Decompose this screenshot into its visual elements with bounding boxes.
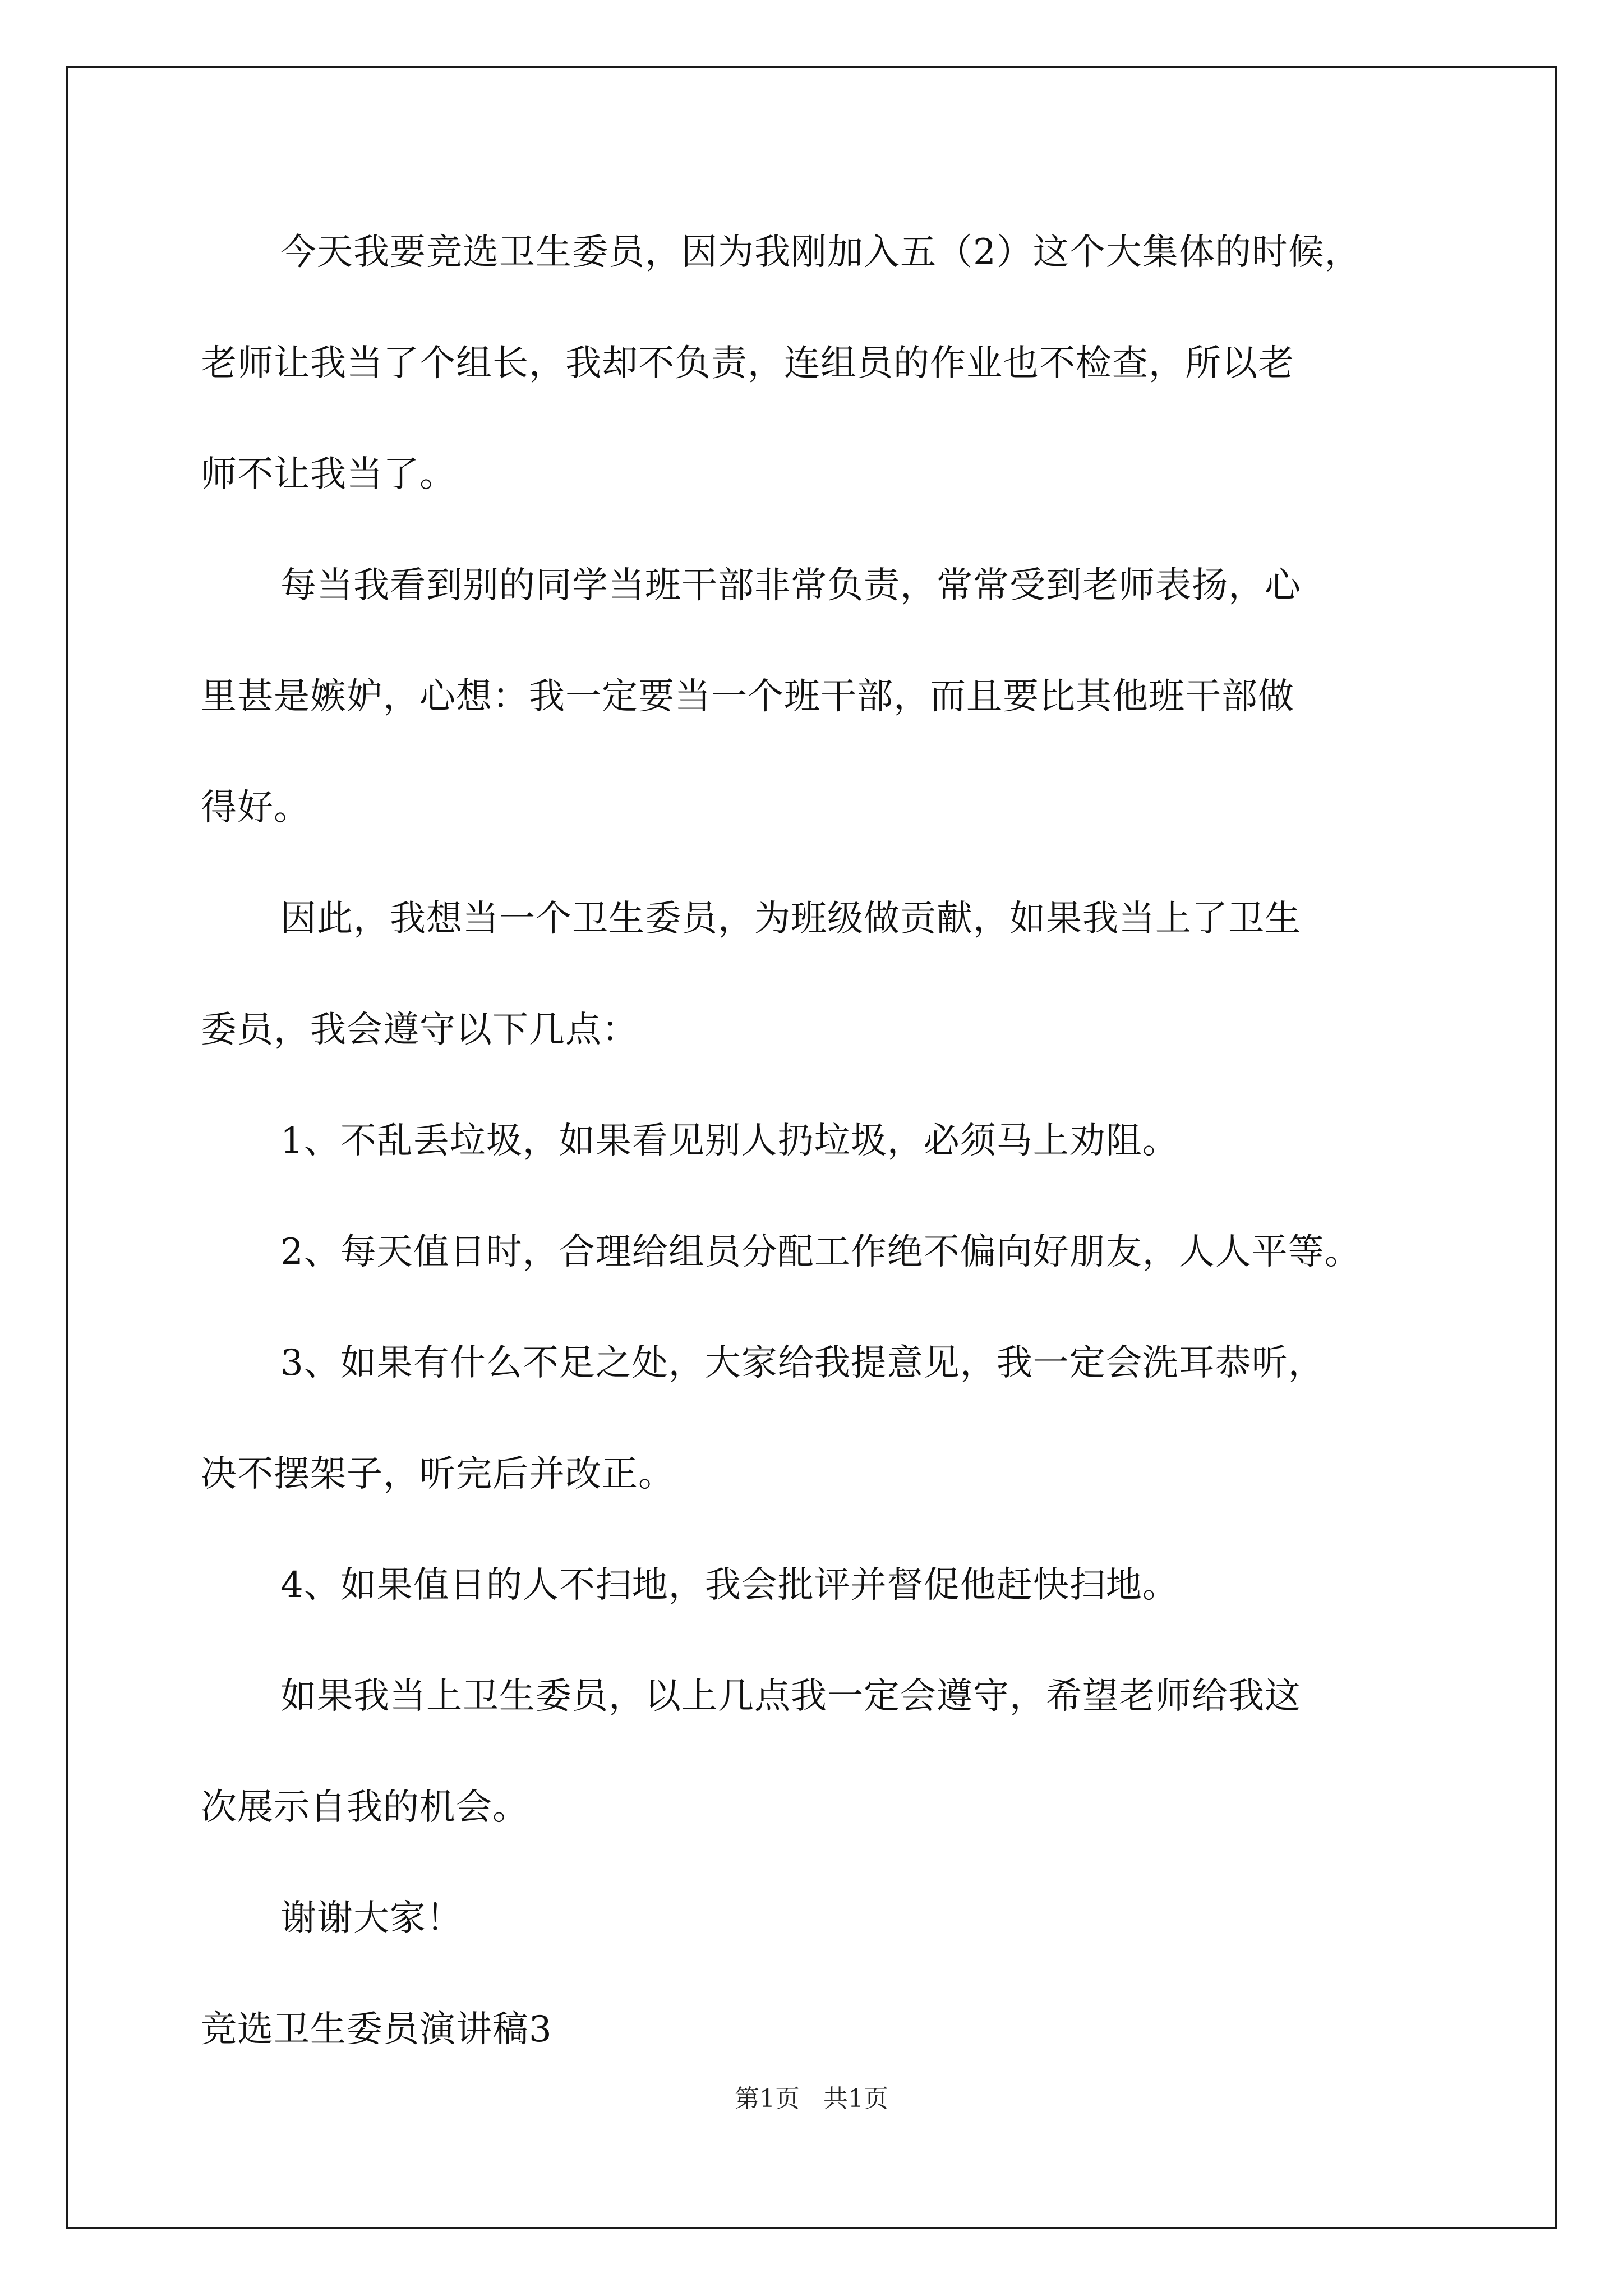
document-body	[201, 219, 1435, 2107]
paragraph-line: 今天我要竞选卫生委员，因为我刚加入五（2）这个大集体的时候，	[280, 232, 1361, 273]
paragraph-7	[201, 1552, 1435, 1663]
paragraph-line: 得好。	[201, 787, 310, 829]
paragraph-line: 老师让我当了个组长，我却不负责，连组员的作业也不检查，所以老	[201, 343, 1294, 384]
paragraph-line: 4、如果值日的人不扫地，我会批评并督促他赶快扫地。	[280, 1565, 1179, 1606]
paragraph-1	[201, 219, 1435, 552]
paragraph-line: 1、不乱丢垃圾，如果看见别人扔垃圾，必须马上劝阻。	[280, 1120, 1179, 1162]
paragraph-line: 每当我看到别的同学当班干部非常负责，常常受到老师表扬，心	[280, 565, 1301, 606]
paragraph-line: 师不让我当了。	[201, 454, 456, 495]
paragraph-line: 3、如果有什么不足之处，大家给我提意见，我一定会洗耳恭听，	[280, 1342, 1325, 1384]
section-heading: 竞选卫生委员演讲稿3	[201, 2009, 552, 2050]
paragraph-line: 里甚是嫉妒，心想：我一定要当一个班干部，而且要比其他班干部做	[201, 676, 1294, 717]
paragraph-line: 委员，我会遵守以下几点：	[201, 1009, 638, 1051]
paragraph-6	[201, 1329, 1435, 1552]
paragraph-4	[201, 1107, 1435, 1218]
paragraph-5	[201, 1218, 1435, 1329]
paragraph-line: 谢谢大家！	[280, 1898, 463, 1939]
paragraph-line: 如果我当上卫生委员，以上几点我一定会遵守，希望老师给我这	[280, 1676, 1301, 1717]
page-footer: 第1页 共1页	[735, 2085, 888, 2113]
paragraph-line: 决不摆架子，听完后并改正。	[201, 1453, 675, 1495]
paragraph-8	[201, 1663, 1435, 1885]
paragraph-line: 次展示自我的机会。	[201, 1787, 529, 1828]
paragraph-line: 因此，我想当一个卫生委员，为班级做贡献，如果我当上了卫生	[280, 898, 1301, 940]
paragraph-3	[201, 885, 1435, 1107]
paragraph-line: 2、每天值日时，合理给组员分配工作绝不偏向好朋友，人人平等。	[280, 1231, 1361, 1273]
paragraph-2	[201, 552, 1435, 885]
paragraph-9	[201, 1885, 1435, 1996]
